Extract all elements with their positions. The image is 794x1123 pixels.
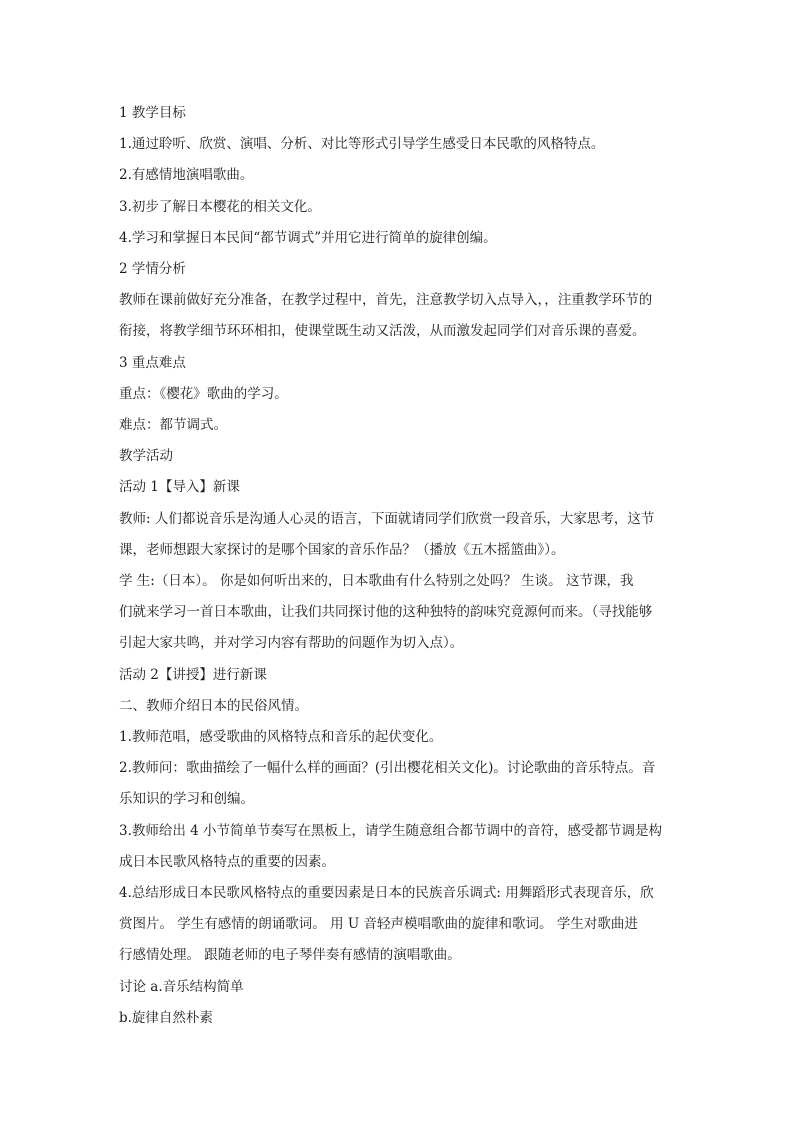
step-1-text: 1.教师范唱，感受歌曲的风格特点和音乐的起伏变化。 (119, 729, 443, 746)
step-2-line-1: 2.教师问：歌曲描绘了一幅什么样的画面？(引出樱花相关文化)。讨论歌曲的音乐特点。音 (119, 760, 656, 777)
student-response-line-2: 们就来学习一首日本歌曲，让我们共同探讨他的这种独特的韵味究竟源何而来。（寻找能够 (119, 604, 653, 621)
step-4-line-3: 行感情处理。 跟随老师的电子琴伴奏有感情的演唱歌曲。 (119, 947, 461, 964)
step-2-line-2: 乐知识的学习和创编。 (119, 791, 254, 808)
step-3-line-2: 成日本民歌风格特点的重要的因素。 (119, 853, 335, 870)
goal-item-2: 2.有感情地演唱歌曲。 (119, 167, 254, 184)
analysis-paragraph-line-2: 衔接，将教学细节环环相扣，使课堂既生动又活泼，从而激发起同学们对音乐课的喜爱。 (119, 323, 646, 340)
step-4-line-2: 赏图片。 学生有感情的朗诵歌词。 用 U 音轻声模唱歌曲的旋律和歌词。 学生对歌曲进 (119, 916, 638, 933)
heading-teaching-goals: 1 教学目标 (119, 105, 186, 121)
discussion-item-b: b.旋律自然朴素 (119, 1009, 213, 1026)
document-body (119, 98, 679, 1034)
teacher-intro-line-1: 教师: 人们都说音乐是沟通人心灵的语言，下面就请同学们欣赏一段音乐，大家思考，这节 (119, 510, 655, 527)
goal-item-1: 1.通过聆听、欣赏、演唱、分析、对比等形式引导学生感受日本民歌的风格特点。 (119, 136, 605, 153)
step-4-line-1: 4.总结形成日本民歌风格特点的重要因素是日本的民族音乐调式: 用舞蹈形式表现音乐，欣 (119, 885, 654, 902)
activity-2-title: 活动 2【讲授】进行新课 (119, 666, 267, 683)
section-two-title: 二、教师介绍日本的民俗风情。 (119, 697, 308, 714)
difficult-point-text: 难点：都节调式。 (119, 417, 227, 434)
activity-1-title: 活动 1【导入】新课 (119, 479, 240, 496)
student-response-line-3: 引起大家共鸣，并对学习内容有帮助的问题作为切入点）。 (119, 635, 464, 652)
heading-teaching-activities: 教学活动 (119, 448, 173, 465)
discussion-item-a: 讨论 a.音乐结构简单 (119, 978, 244, 995)
goal-item-3: 3.初步了解日本樱花的相关文化。 (119, 198, 321, 215)
heading-key-points: 3 重点难点 (119, 354, 186, 371)
student-response-line-1: 学 生:（日本）。 你是如何听出来的，日本歌曲有什么特别之处吗？ 生谈。 这节课，我 (119, 573, 634, 590)
teacher-intro-line-2: 课，老师想跟大家探讨的是哪个国家的音乐作品？（播放《五木摇篮曲》）。 (119, 541, 565, 558)
heading-student-analysis: 2 学情分析 (119, 261, 186, 278)
step-3-line-1: 3.教师给出 4 小节简单节奏写在黑板上，请学生随意组合都节调中的音符，感受都节调是构 (119, 822, 663, 839)
key-point-text: 重点：《樱花》歌曲的学习。 (119, 385, 288, 402)
analysis-paragraph-line-1: 教师在课前做好充分准备，在教学过程中，首先，注意教学切入点导入，，注重教学环节的 (119, 292, 653, 309)
goal-item-4: 4.学习和掌握日本民间“都节调式”并用它进行简单的旋律创编。 (119, 229, 497, 246)
